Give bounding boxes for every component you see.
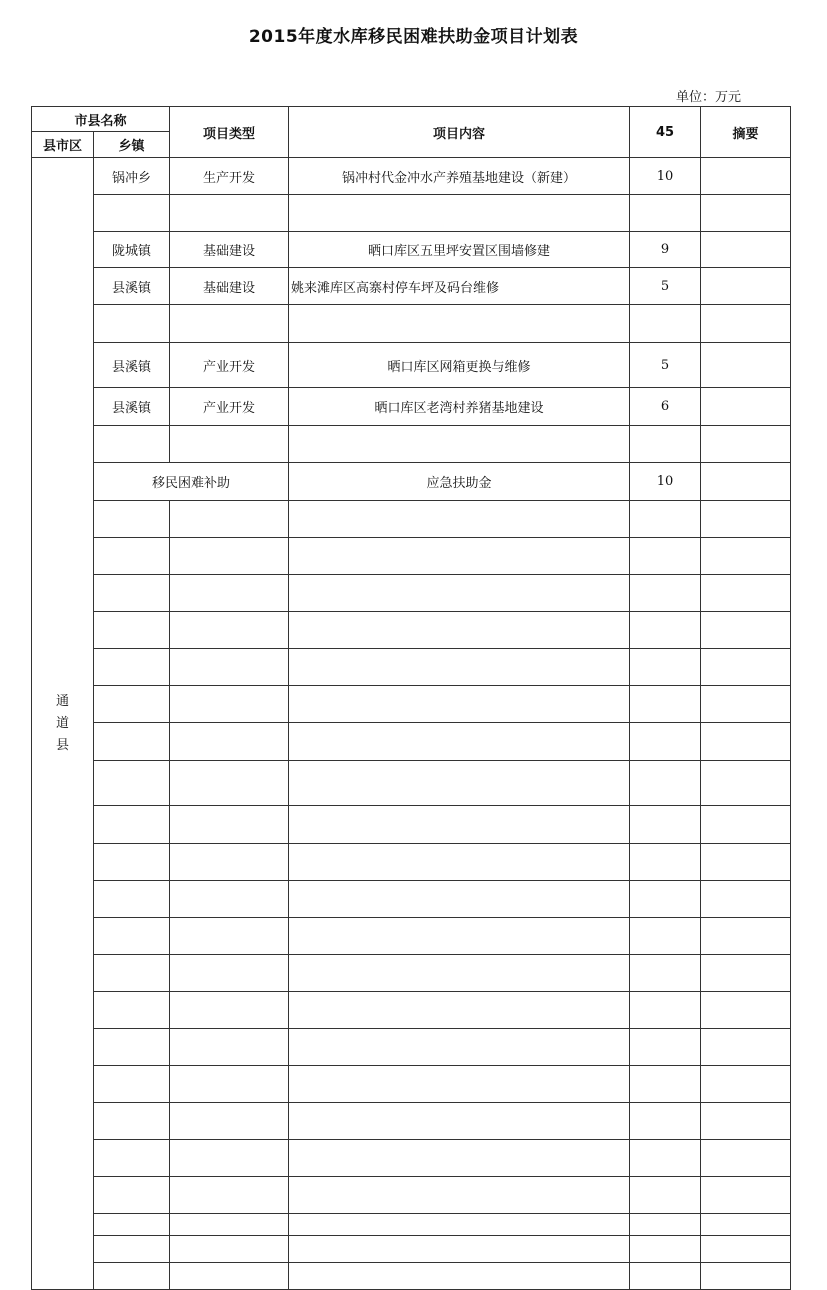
empty-cell [701,686,791,723]
empty-cell [630,1029,701,1066]
content-cell: 晒口库区网箱更换与维修 [289,343,630,388]
empty-cell [170,575,289,612]
empty-cell [630,538,701,575]
summary-cell [701,305,791,343]
empty-cell [170,844,289,881]
empty-cell [94,1214,170,1236]
empty-cell [289,881,630,918]
empty-cell [701,612,791,649]
county-cell [32,158,94,1290]
table-row [32,538,791,575]
summary-cell [701,268,791,305]
header-row [32,107,791,132]
empty-cell [170,649,289,686]
empty-cell [630,761,701,806]
table-row [32,1263,791,1290]
type-cell: 产业开发 [170,388,289,426]
table-row [32,232,791,268]
empty-cell [630,918,701,955]
empty-cell [289,761,630,806]
empty-cell [170,1103,289,1140]
empty-cell [630,723,701,761]
table-row [32,343,791,388]
table-row [32,723,791,761]
empty-cell [630,992,701,1029]
header-county: 县市区 [32,132,94,158]
table-row [32,575,791,612]
empty-cell [630,612,701,649]
township-cell: 锅冲乡 [94,158,170,195]
empty-cell [170,1029,289,1066]
empty-cell [630,1177,701,1214]
subsidy-content: 应急扶助金 [289,463,630,501]
table-row [32,268,791,305]
empty-cell [94,1177,170,1214]
amount-cell: 5 [630,268,701,305]
table-row [32,806,791,844]
empty-cell [701,538,791,575]
empty-cell [630,1263,701,1290]
table-row [32,992,791,1029]
table-row [32,881,791,918]
empty-cell [701,1177,791,1214]
empty-cell [94,501,170,538]
empty-cell [701,1140,791,1177]
empty-cell [701,992,791,1029]
township-cell: 县溪镇 [94,268,170,305]
empty-cell [289,844,630,881]
empty-cell [94,1066,170,1103]
empty-cell [701,649,791,686]
empty-cell [94,806,170,844]
header-amount: 45 [630,107,701,158]
empty-cell [94,649,170,686]
empty-cell [94,1103,170,1140]
empty-cell [94,723,170,761]
table-row [32,1177,791,1214]
empty-cell [170,1066,289,1103]
empty-cell [701,575,791,612]
empty-cell [630,1066,701,1103]
empty-cell [701,955,791,992]
empty-cell [94,1263,170,1290]
table-row [32,388,791,426]
subsidy-row [32,463,791,501]
empty-cell [94,992,170,1029]
empty-cell [170,918,289,955]
table-row [32,1214,791,1236]
township-cell: 县溪镇 [94,343,170,388]
summary-cell [701,388,791,426]
content-cell: 姚来滩库区高寨村停车坪及码台维修 [289,268,630,305]
empty-cell [630,575,701,612]
empty-cell [94,955,170,992]
header-city-county-name: 市县名称 [32,107,170,132]
header-township: 乡镇 [94,132,170,158]
empty-cell [701,918,791,955]
empty-cell [170,1177,289,1214]
table-row [32,1029,791,1066]
page-title: 2015年度水库移民困难扶助金项目计划表 [248,27,579,47]
empty-cell [630,844,701,881]
empty-cell [289,1214,630,1236]
empty-cell [701,806,791,844]
empty-cell [630,1103,701,1140]
empty-cell [701,1103,791,1140]
summary-cell [701,158,791,195]
empty-cell [289,723,630,761]
township-cell [94,426,170,463]
empty-cell [701,723,791,761]
header-project-content: 项目内容 [289,107,630,158]
table-row [32,612,791,649]
table-row [32,195,791,232]
unit-label: 单位：万元 [676,90,742,105]
project-plan-table [31,106,791,1290]
summary-cell [701,232,791,268]
content-cell [289,426,630,463]
township-cell [94,305,170,343]
empty-cell [94,538,170,575]
amount-cell [630,426,701,463]
table-row [32,1103,791,1140]
empty-cell [94,612,170,649]
content-cell: 晒口库区老湾村养猪基地建设 [289,388,630,426]
amount-cell: 6 [630,388,701,426]
empty-cell [289,1177,630,1214]
empty-cell [170,955,289,992]
table-row [32,1066,791,1103]
township-cell: 县溪镇 [94,388,170,426]
empty-cell [289,649,630,686]
empty-cell [94,1236,170,1263]
empty-cell [289,806,630,844]
table-row [32,955,791,992]
empty-cell [701,881,791,918]
empty-cell [701,501,791,538]
empty-cell [94,1140,170,1177]
empty-cell [289,686,630,723]
type-cell: 产业开发 [170,343,289,388]
empty-cell [94,881,170,918]
empty-cell [630,1236,701,1263]
subsidy-label: 移民困难补助 [94,463,289,501]
empty-cell [289,1263,630,1290]
empty-cell [170,538,289,575]
amount-cell [630,305,701,343]
type-cell [170,195,289,232]
empty-cell [630,501,701,538]
empty-cell [630,881,701,918]
empty-cell [94,761,170,806]
empty-cell [630,686,701,723]
empty-cell [701,1029,791,1066]
empty-cell [170,723,289,761]
table-row [32,426,791,463]
empty-cell [170,1236,289,1263]
empty-cell [170,686,289,723]
empty-cell [289,992,630,1029]
empty-cell [630,1140,701,1177]
empty-cell [289,612,630,649]
content-cell [289,195,630,232]
empty-cell [289,1066,630,1103]
empty-cell [170,1214,289,1236]
amount-cell: 9 [630,232,701,268]
subsidy-amount: 10 [630,463,701,501]
empty-cell [701,1263,791,1290]
type-cell: 生产开发 [170,158,289,195]
empty-cell [701,761,791,806]
table-row [32,501,791,538]
summary-cell [701,343,791,388]
summary-cell [701,195,791,232]
type-cell: 基础建设 [170,268,289,305]
amount-cell: 5 [630,343,701,388]
summary-cell [701,463,791,501]
table-row [32,1236,791,1263]
empty-cell [701,1066,791,1103]
empty-cell [170,761,289,806]
empty-cell [94,844,170,881]
empty-cell [170,992,289,1029]
county-name: 通道县 [55,693,69,753]
township-cell [94,195,170,232]
content-cell [289,305,630,343]
table-row [32,844,791,881]
empty-cell [630,955,701,992]
empty-cell [630,649,701,686]
empty-cell [289,918,630,955]
summary-cell [701,426,791,463]
empty-cell [289,501,630,538]
table-row [32,1140,791,1177]
empty-cell [94,918,170,955]
empty-cell [170,1263,289,1290]
empty-cell [170,612,289,649]
amount-cell: 10 [630,158,701,195]
empty-cell [94,686,170,723]
header-project-type: 项目类型 [170,107,289,158]
type-cell [170,305,289,343]
empty-cell [701,1236,791,1263]
empty-cell [289,1103,630,1140]
content-cell: 锅冲村代金冲水产养殖基地建设（新建） [289,158,630,195]
empty-cell [94,1029,170,1066]
empty-cell [701,844,791,881]
empty-cell [289,1140,630,1177]
township-cell: 陇城镇 [94,232,170,268]
empty-cell [289,1029,630,1066]
header-summary: 摘要 [701,107,791,158]
empty-cell [630,1214,701,1236]
table-row [32,305,791,343]
table-row [32,158,791,195]
empty-cell [701,1214,791,1236]
table-row [32,686,791,723]
empty-cell [289,538,630,575]
empty-cell [94,575,170,612]
empty-cell [289,575,630,612]
type-cell: 基础建设 [170,232,289,268]
empty-cell [170,881,289,918]
empty-cell [170,501,289,538]
empty-cell [289,1236,630,1263]
table-row [32,918,791,955]
amount-cell [630,195,701,232]
content-cell: 晒口库区五里坪安置区围墙修建 [289,232,630,268]
empty-cell [170,1140,289,1177]
empty-cell [289,955,630,992]
empty-cell [630,806,701,844]
empty-cell [170,806,289,844]
type-cell [170,426,289,463]
table-row [32,649,791,686]
table-row [32,761,791,806]
